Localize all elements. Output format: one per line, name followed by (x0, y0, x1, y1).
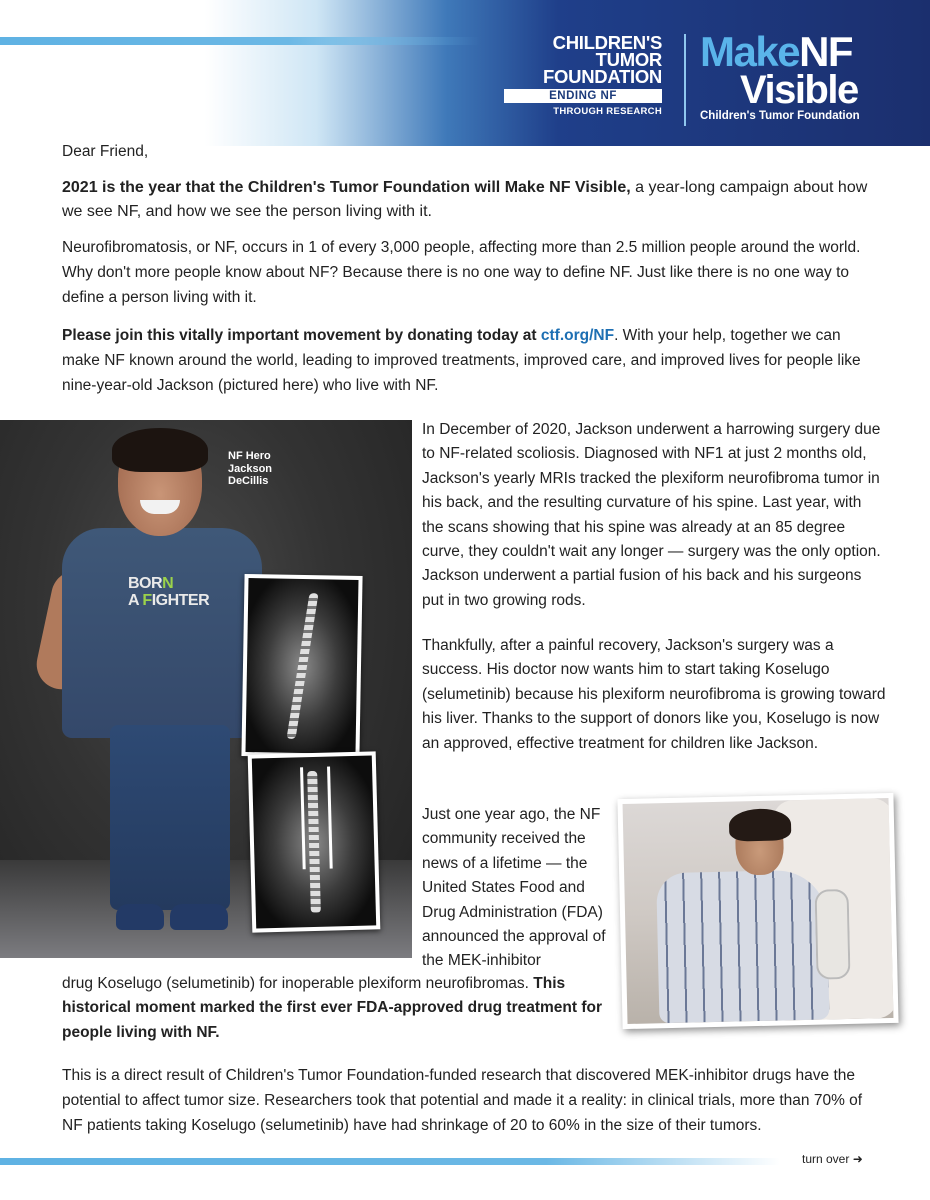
shirt-text-ighter: IGHTER (151, 592, 210, 609)
donate-rest: . With your help, together we can make NF known around the world, leading to improved treatments, improved care, and improved lives for people like nine-year-old Jackson (pictured here) who live with NF. (62, 327, 861, 394)
fda-text: drug Koselugo (selumetinib) for inoperable plexiform neurofibromas. (62, 975, 534, 992)
ctf-logo-research: THROUGH RESEARCH (553, 106, 662, 117)
photo-shoe-left (116, 904, 164, 930)
footer-accent-stripe (0, 1158, 780, 1165)
shirt-text-n: N (162, 575, 174, 592)
logo-subtitle: Children's Tumor Foundation (700, 110, 860, 122)
caption-line1: NF Hero (228, 450, 271, 462)
intro-bold: 2021 is the year that the Children's Tumor Foundation will Make NF Visible, (62, 179, 631, 196)
logo-nf: NF (799, 28, 853, 75)
shirt-text-a: A (128, 592, 143, 609)
shirt-text-f: F (142, 592, 152, 609)
photo-shirt (62, 528, 262, 738)
fda-bold: This historical moment marked the first ever FDA-approved drug treatment for people living with NF. (62, 975, 603, 1041)
photo-shoe-right (170, 904, 228, 930)
recovery-paragraph: Thankfully, after a painful recovery, Jackson's surgery was a success. His doctor now wants him to start taking Koselugo (selumetinib) because his plexiform neurofibroma is growing toward his liver. Thanks to the support of donors like you, Koselugo is now an approved, effective treatment for children like Jackson. (422, 637, 886, 752)
logo-make: Make (700, 28, 800, 75)
intro-paragraph (62, 176, 880, 224)
surgery-paragraph: In December of 2020, Jackson underwent a harrowing surgery due to NF-related scoliosis. Diagnosed with NF1 at just 2 months old, Jackson's yearly MRIs tracked the plexiform neurofibroma tumor in his back, and the resulting curvature of his spine. Last year, with the scans showing that his spine was already at an 85 degree curve, they couldn't wait any longer — surgery was the only option. Jackson underwent a partial fusion of his back and his surgeons put in two growing rods. (422, 421, 881, 609)
ctf-logo (482, 34, 662, 124)
jackson-photo (0, 420, 412, 958)
caption-line3: DeCillis (228, 475, 269, 487)
caption-line2: Jackson (228, 462, 273, 475)
photo-hair (112, 428, 208, 472)
xray-after-image (248, 751, 381, 932)
header-accent-stripe (0, 37, 480, 45)
logo-make-word (700, 28, 880, 75)
ctf-logo-line1: CHILDREN'S (552, 32, 662, 53)
shirt-text-born: BOR (128, 575, 163, 592)
fda-paragraph-wide (62, 972, 622, 1045)
shirt-slogan (128, 575, 209, 609)
donate-paragraph (62, 323, 880, 398)
photo-jeans (110, 725, 230, 910)
greeting: Dear Friend, (62, 143, 149, 160)
intro-rest: a year-long campaign about how we see NF, and how we see the person living with it. (62, 179, 868, 220)
make-nf-visible-logo (700, 28, 880, 128)
ctf-logo-ending: ENDING NF (504, 89, 662, 103)
donate-bold: Please join this vitally important movement by donating today at (62, 327, 541, 344)
header-divider (684, 34, 686, 126)
hospital-photo (617, 793, 898, 1029)
photo-caption (228, 450, 272, 488)
turn-over-label: turn over ➜ (802, 1152, 863, 1166)
nf-facts-paragraph: Neurofibromatosis, or NF, occurs in 1 of every 3,000 people, affecting more than 2.5 million people around the world. Why don't more people know about NF? Because there is no one way to define NF. Just like there is no one way to define a person living with it. (62, 239, 861, 306)
ctf-logo-line2: TUMOR (595, 49, 662, 70)
ctf-logo-line3: FOUNDATION (543, 66, 662, 87)
research-paragraph: This is a direct result of Children's Tumor Foundation-funded research that discovered MEK-inhibitor drugs have the potential to affect tumor size. Researchers took that potential and made it a reality: in clinical trials, more than 70% of NF patients taking Koselugo (selumetinib) have had shrinkage of 20 to 60% in the size of their tumors. (62, 1067, 863, 1134)
donate-link[interactable]: ctf.org/NF (540, 327, 615, 344)
logo-visible: Visible (740, 68, 858, 112)
fda-paragraph-narrow: Just one year ago, the NF community received the news of a lifetime — the United States Food and Drug Administration (FDA) announced the approval of the MEK-inhibitor (422, 806, 606, 970)
xray-before-image (241, 574, 362, 758)
